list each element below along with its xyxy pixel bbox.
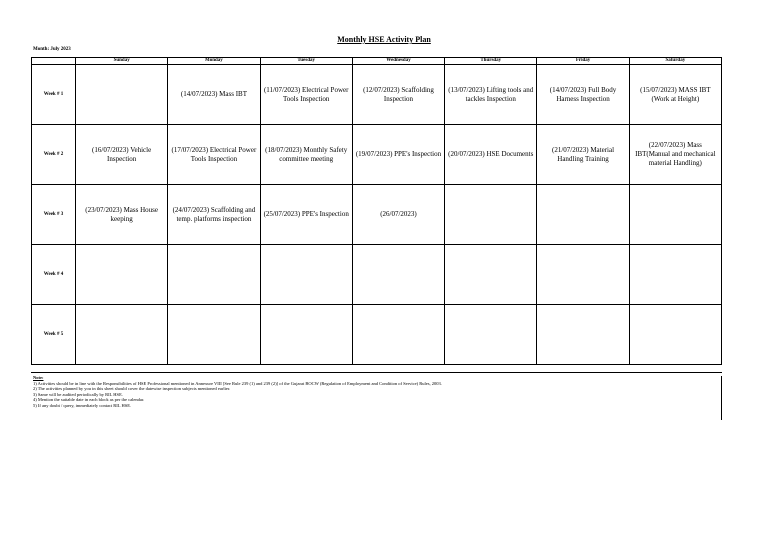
activity-cell: (19/07/2023) PPE's Inspection: [352, 125, 444, 185]
activity-cell: (24/07/2023) Scaffolding and temp. platforms inspection: [168, 185, 260, 245]
activity-cell: [537, 185, 629, 245]
table-header-row: [32, 58, 722, 65]
activity-cell: [537, 245, 629, 305]
activity-cell: (17/07/2023) Electrical Power Tools Inspection: [168, 125, 260, 185]
week-label: Week # 1: [32, 65, 76, 125]
header-day: Thursday: [445, 58, 537, 65]
note-item: 4) Mention the suitable date in each block as per the calendar.: [33, 397, 145, 402]
table-row: [32, 125, 722, 185]
activity-cell: [76, 245, 168, 305]
activity-cell: [537, 305, 629, 365]
table-row: [32, 305, 722, 365]
header-day: Friday: [537, 58, 629, 65]
activity-cell: (14/07/2023) Full Body Harness Inspection: [537, 65, 629, 125]
activity-cell: [76, 65, 168, 125]
notes-heading: Note:: [33, 375, 44, 380]
page-title: Monthly HSE Activity Plan: [337, 35, 431, 44]
header-day: Sunday: [76, 58, 168, 65]
notes-block: [33, 375, 633, 408]
header-day: Wednesday: [352, 58, 444, 65]
activity-cell: [260, 245, 352, 305]
activity-cell: (16/07/2023) Vehicle Inspection: [76, 125, 168, 185]
activity-cell: [629, 305, 721, 365]
activity-cell: (13/07/2023) Lifting tools and tackles Inspection: [445, 65, 537, 125]
month-label: Month: July 2023: [33, 47, 71, 52]
header-day: Saturday: [629, 58, 721, 65]
activity-cell: (15/07/2023) MASS IBT (Work at Height): [629, 65, 721, 125]
activity-cell: (18/07/2023) Monthly Safety committee meeting: [260, 125, 352, 185]
note-item: 2) The activities planned by you in this sheet should cover the datewise inspection subjects mentioned earlier.: [33, 386, 231, 391]
activity-cell: (11/07/2023) Electrical Power Tools Inspection: [260, 65, 352, 125]
activity-cell: [445, 305, 537, 365]
activity-cell: [445, 185, 537, 245]
header-day: Tuesday: [260, 58, 352, 65]
activity-cell: (20/07/2023) HSE Documents: [445, 125, 537, 185]
week-label: Week # 2: [32, 125, 76, 185]
table-row: [32, 185, 722, 245]
activity-cell: [629, 245, 721, 305]
activity-cell: [168, 245, 260, 305]
activity-cell: (25/07/2023) PPE's Inspection: [260, 185, 352, 245]
activity-cell: [260, 305, 352, 365]
header-week-corner: [32, 58, 76, 65]
table-row: [32, 65, 722, 125]
activity-cell: [352, 305, 444, 365]
activity-cell: [76, 305, 168, 365]
activity-cell: (23/07/2023) Mass House keeping: [76, 185, 168, 245]
right-margin-rule: [721, 376, 722, 420]
header-day: Monday: [168, 58, 260, 65]
activity-cell: (12/07/2023) Scaffolding Inspection: [352, 65, 444, 125]
week-label: Week # 5: [32, 305, 76, 365]
activity-cell: [168, 305, 260, 365]
activity-plan-table: [31, 57, 722, 365]
activity-cell: (22/07/2023) Mass IBT(Manual and mechanical material Handling): [629, 125, 721, 185]
activity-cell: [445, 245, 537, 305]
activity-cell: (21/07/2023) Material Handling Training: [537, 125, 629, 185]
activity-cell: [352, 245, 444, 305]
week-label: Week # 3: [32, 185, 76, 245]
activity-cell: (14/07/2023) Mass IBT: [168, 65, 260, 125]
activity-cell: (26/07/2023): [352, 185, 444, 245]
note-item: 1) Activities should be in line with the Responsibilities of HSE Professional mentioned in Annexure VIII [See Rule 239 (1) and 239 (2)] of the Gujarat BOCW (Regulation of Employment and Condition of Service) Rules, 2003.: [33, 380, 442, 386]
week-label: Week # 4: [32, 245, 76, 305]
note-item: 3) Same will be audited periodically by RIL HSE.: [33, 391, 123, 397]
table-row: [32, 245, 722, 305]
notes-divider: [31, 372, 722, 373]
activity-cell: [629, 185, 721, 245]
note-item: 5) If any doubt / query, immediately contact RIL HSE.: [33, 402, 132, 408]
